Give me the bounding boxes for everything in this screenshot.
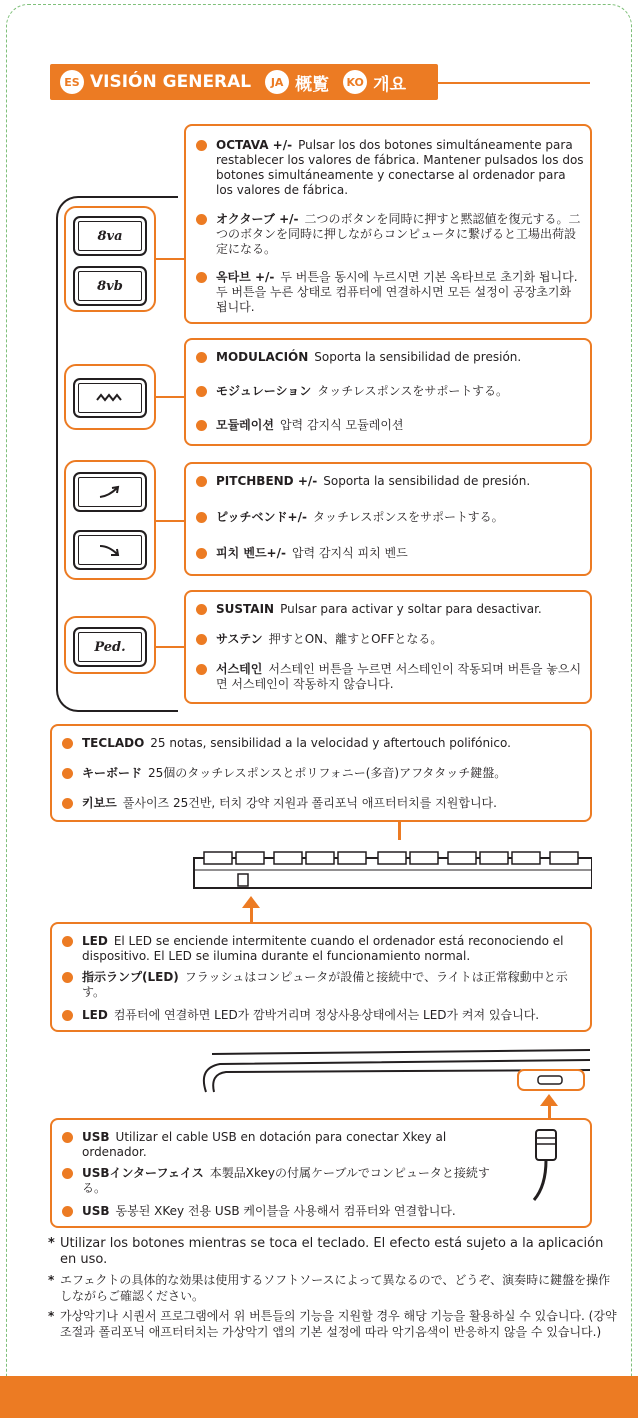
octave-connector xyxy=(156,258,184,260)
led-es xyxy=(62,934,584,964)
bullet-icon xyxy=(62,798,73,809)
modulation-button[interactable] xyxy=(73,378,147,418)
description: 二つのボタンを同時に押すと黙認値を復元する。二つのボタンを同時に押しながらコンピュータに繋げると工場出荷設定になる。 xyxy=(216,212,581,256)
bullet-icon xyxy=(196,634,207,645)
es-title: VISIÓN GENERAL xyxy=(90,72,252,92)
keyboard-info-box xyxy=(50,724,592,822)
term: LED xyxy=(82,1008,108,1022)
ja-title: 概覧 xyxy=(295,74,330,95)
footnote-ko xyxy=(48,1308,618,1340)
usb-cable-icon xyxy=(526,1126,566,1204)
bullet-icon xyxy=(196,512,207,523)
modulation-button-group xyxy=(64,364,156,430)
term: USB xyxy=(82,1204,110,1218)
keyboard-es xyxy=(62,736,584,751)
sustain-ja xyxy=(196,632,584,647)
term: 모듈레이션 xyxy=(216,418,274,432)
term: PITCHBEND +/- xyxy=(216,474,318,488)
modulation-ja xyxy=(196,384,584,399)
term: 키보드 xyxy=(82,796,117,810)
description: 本製品Xkeyの付属ケーブルでコンピュータと接続する。 xyxy=(82,1166,490,1195)
description: 두 버튼을 동시에 누르시면 기본 옥타브로 초기화 됩니다. 두 버튼을 누른 상태로 컴퓨터에 연결하시면 모든 설정이 공장초기화 됩니다. xyxy=(216,270,578,314)
bullet-icon xyxy=(62,1010,73,1021)
led-arrow-stem xyxy=(250,906,253,922)
usb-ko xyxy=(62,1204,584,1219)
sustain-button[interactable] xyxy=(73,627,147,667)
bullet-icon xyxy=(62,768,73,779)
term: ピッチベンド+/- xyxy=(216,510,307,524)
term: TECLADO xyxy=(82,736,145,750)
pitchbend-info-box xyxy=(184,462,592,576)
es-badge: ES xyxy=(60,70,84,94)
keyboard-pointer-line xyxy=(398,822,401,840)
bullet-icon xyxy=(196,420,207,431)
description: 풀사이즈 25건반, 터치 강약 지원과 폴리포닉 애프터터치를 지원합니다. xyxy=(122,796,497,810)
description: 압력 감지식 피치 벤드 xyxy=(291,546,408,560)
description: 25 notas, sensibilidad a la velocidad y aftertouch polifónico. xyxy=(150,736,511,750)
bottom-color-bar xyxy=(0,1376,638,1418)
description: Pulsar los dos botones simultáneamente para restablecer los valores de fábrica. Mantener pulsados los dos botones simultáneamente y conectarse al ordenador para los valores de fábrica. xyxy=(216,138,584,197)
description: 押すとON、離すとOFFとなる。 xyxy=(268,632,443,646)
description: 압력 감지식 모듈레이션 xyxy=(279,418,404,432)
sustain-ko xyxy=(196,662,584,692)
ko-badge: KO xyxy=(343,70,367,94)
term: モジュレーション xyxy=(216,384,312,398)
octave-up-label: 8va xyxy=(97,228,123,244)
modulation-wave-icon xyxy=(95,392,125,404)
sustain-label: Ped. xyxy=(94,639,126,655)
term: 指示ランプ(LED) xyxy=(82,970,179,984)
pitch-up-arrow-icon xyxy=(97,484,123,500)
sustain-connector xyxy=(156,646,184,648)
octave-button-group xyxy=(64,206,156,312)
description: Soporta la sensibilidad de presión. xyxy=(323,474,531,488)
pitch-down-arrow-icon xyxy=(97,542,123,558)
description: 서스테인 버튼을 누르면 서스테인이 작동되며 버튼을 놓으시면 서스테인이 작동하지 않습니다. xyxy=(216,662,582,691)
footnote-text: エフェクトの具体的な効果は使用するソフトソースによって異なるので、どうぞ、演奏時に鍵盤を操作しながらご確認ください。 xyxy=(60,1273,611,1303)
bullet-icon xyxy=(196,604,207,615)
footnote-text: 가상악기나 시퀀서 프로그램에서 위 버튼들의 기능을 지원할 경우 해당 기능을 활용하실 수 있습니다. (강약 조절과 폴리포닉 애프터터치는 가상악기 앱의 기본 설정에 따라 악기음색이 반응하지 않을 수 있습니다.) xyxy=(60,1309,617,1339)
footnotes xyxy=(48,1236,618,1372)
term: LED xyxy=(82,934,108,948)
bullet-icon xyxy=(196,548,207,559)
header-rule xyxy=(438,82,590,84)
bullet-icon xyxy=(196,272,207,283)
asterisk-icon: * xyxy=(48,1236,55,1251)
sustain-info-box xyxy=(184,590,592,704)
keyboard-ko xyxy=(62,796,584,811)
octave-down-label: 8vb xyxy=(97,278,123,294)
modulation-ko xyxy=(196,418,584,433)
term: キーボード xyxy=(82,766,143,780)
led-ja xyxy=(62,970,584,1000)
sustain-es xyxy=(196,602,584,617)
asterisk-icon: * xyxy=(48,1309,55,1323)
bullet-icon xyxy=(196,352,207,363)
modulation-info-box xyxy=(184,338,592,446)
description: 25個のタッチレスポンスとポリフォニー(多音)アフタタッチ鍵盤。 xyxy=(148,766,507,780)
octave-up-button[interactable] xyxy=(73,216,147,256)
usb-ja xyxy=(62,1166,500,1196)
term: USB xyxy=(82,1130,110,1144)
term: OCTAVA +/- xyxy=(216,138,293,152)
side-profile-illustration xyxy=(192,1038,592,1098)
section-header xyxy=(50,64,438,100)
term: USBインターフェイス xyxy=(82,1166,204,1180)
bullet-icon xyxy=(196,386,207,397)
octave-info-box xyxy=(184,124,592,324)
description: 동봉된 XKey 전용 USB 케이블을 사용해서 컴퓨터와 연결합니다. xyxy=(115,1204,456,1218)
ja-badge: JA xyxy=(265,70,289,94)
keyboard-illustration xyxy=(192,850,592,890)
modulation-es xyxy=(196,350,584,365)
description: Pulsar para activar y soltar para desactivar. xyxy=(280,602,542,616)
term: 피치 벤드+/- xyxy=(216,546,286,560)
keyboard-ja xyxy=(62,766,584,781)
bullet-icon xyxy=(62,1168,73,1179)
bullet-icon xyxy=(62,738,73,749)
octave-ko xyxy=(196,270,584,315)
term: MODULACIÓN xyxy=(216,350,309,364)
pitchbend-ko xyxy=(196,546,584,561)
footnote-es xyxy=(48,1236,618,1268)
bullet-icon xyxy=(62,1206,73,1217)
asterisk-icon: * xyxy=(48,1273,55,1287)
bullet-icon xyxy=(62,1132,73,1143)
description: タッチレスポンスをサポートする。 xyxy=(312,510,504,524)
bullet-icon xyxy=(62,936,73,947)
description: タッチレスポンスをサポートする。 xyxy=(317,384,508,398)
description: Utilizar el cable USB en dotación para conectar Xkey al ordenador. xyxy=(82,1130,447,1159)
octave-es xyxy=(196,138,584,198)
bullet-icon xyxy=(196,476,207,487)
pitchbend-button-group xyxy=(64,460,156,580)
footnote-text: Utilizar los botones mientras se toca el teclado. El efecto está sujeto a la aplicación en uso. xyxy=(60,1236,604,1267)
pitchbend-ja xyxy=(196,510,584,525)
description: El LED se enciende intermitente cuando el ordenador está reconociendo el dispositivo. El LED se ilumina durante el funcionamiento normal. xyxy=(82,934,564,963)
term: サステン xyxy=(216,632,263,646)
pitchbend-down-button[interactable] xyxy=(73,530,147,570)
term: SUSTAIN xyxy=(216,602,275,616)
term: 서스테인 xyxy=(216,662,263,676)
pitchbend-connector xyxy=(156,520,184,522)
ko-title: 개요 xyxy=(373,74,406,95)
modulation-connector xyxy=(156,396,184,398)
description: Soporta la sensibilidad de presión. xyxy=(314,350,522,364)
led-ko xyxy=(62,1008,584,1023)
term: オクターブ +/- xyxy=(216,212,299,226)
sustain-button-group xyxy=(64,616,156,674)
octave-down-button[interactable] xyxy=(73,266,147,306)
footnote-ja xyxy=(48,1272,618,1304)
description: フラッシュはコンピュータが設備と接続中で、ライトは正常稼動中と示す。 xyxy=(82,970,568,999)
bullet-icon xyxy=(196,664,207,675)
usb-info-box xyxy=(50,1118,592,1228)
pitchbend-up-button[interactable] xyxy=(73,472,147,512)
led-info-box xyxy=(50,922,592,1032)
usb-es xyxy=(62,1130,500,1160)
term: 옥타브 +/- xyxy=(216,270,275,284)
bullet-icon xyxy=(196,214,207,225)
description: 컴퓨터에 연결하면 LED가 깜박거리며 정상사용상태에서는 LED가 켜져 있습니다. xyxy=(113,1008,540,1022)
bullet-icon xyxy=(62,972,73,983)
pitchbend-es xyxy=(196,474,584,489)
octave-ja xyxy=(196,212,584,257)
bullet-icon xyxy=(196,140,207,151)
